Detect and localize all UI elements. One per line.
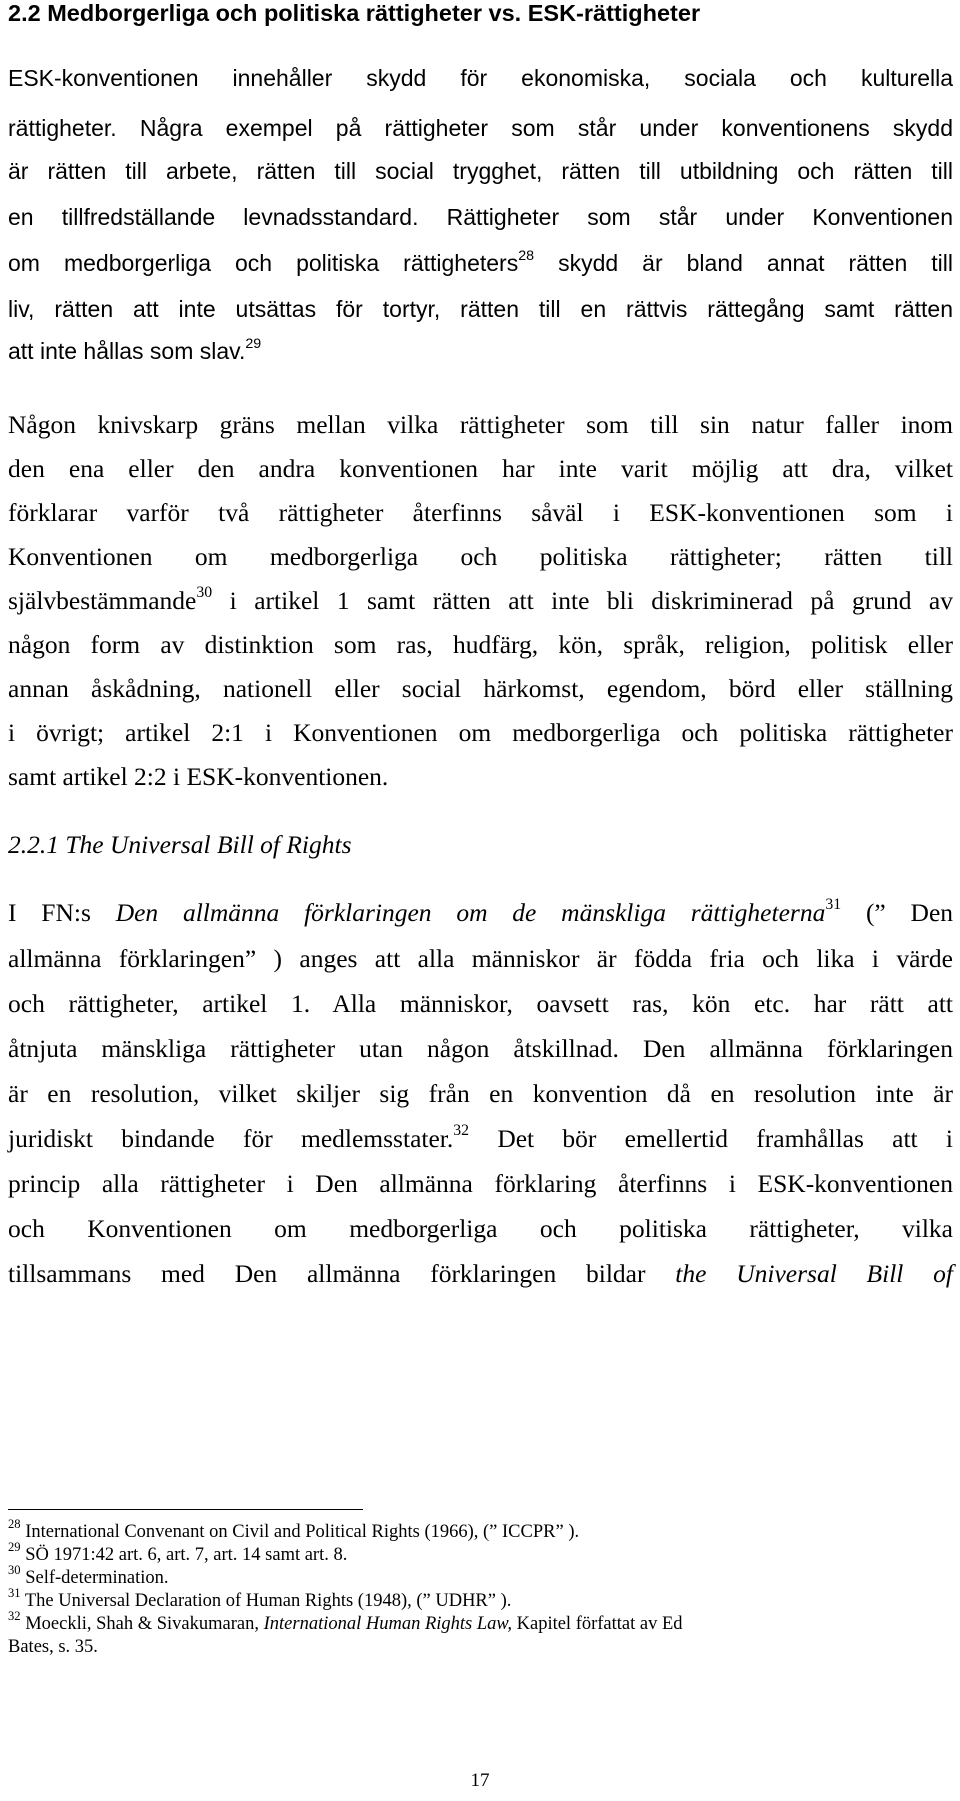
para1-line: liv, rätten att inte utsättas för tortyr, rätten till en rättvis rättegång samt rätten xyxy=(8,296,953,322)
subsection-heading: 2.2.1 The Universal Bill of Rights xyxy=(8,830,352,859)
para3-line: åtnjuta mänskliga rättigheter utan någon åtskillnad. Den allmänna förklaringen xyxy=(8,1034,953,1063)
footnote-32-continued: Bates, s. 35. xyxy=(8,1637,98,1657)
para1-line: om medborgerliga och politiska rättigheters$^{28}$ skydd är bland annat rätten till xyxy=(8,248,953,276)
footnote-ref-30: 30 xyxy=(196,584,213,602)
para2-line: Konventionen om medborgerliga och politiska rättigheter; rätten till xyxy=(8,542,953,571)
para1-line: ESK-konventionen innehåller skydd för ekonomiska, sociala och kulturella xyxy=(8,65,953,91)
footnote-ref-29: 29 xyxy=(245,336,262,353)
para2-line: självbestämmande$^{30}$ i artikel 1 samt rätten att inte bli diskriminerad på grund av xyxy=(8,584,953,615)
footnote-29: $^{29}$ SÖ 1971:42 art. 6, art. 7, art. 14 samt art. 8. xyxy=(8,1539,348,1565)
para1-line: att inte hållas som slav.$^{29}$ xyxy=(8,336,262,364)
footnote-separator xyxy=(8,1509,363,1510)
footnote-ref-28: 28 xyxy=(518,248,535,265)
para3-line: juridiskt bindande för medlemsstater.$^{32}$ Det bör emellertid framhållas att i xyxy=(8,1122,953,1153)
para3-line: I FN:s Den allmänna förklaringen om de mänskliga rättigheterna$^{31}$ (” Den xyxy=(8,896,954,927)
para3-line: och Konventionen om medborgerliga och politiska rättigheter, vilka xyxy=(8,1214,953,1243)
section-heading: 2.2 Medborgerliga och politiska rättigheter vs. ESK-rättigheter xyxy=(8,0,701,26)
para3-line: tillsammans med Den allmänna förklaringen bildar the Universal Bill of xyxy=(8,1259,954,1288)
para3-line: är en resolution, vilket skiljer sig från en konvention då en resolution inte är xyxy=(8,1079,953,1108)
para2-line: den ena eller den andra konventionen har inte varit möjlig att dra, vilket xyxy=(8,454,953,483)
para2-line: annan åskådning, nationell eller social härkomst, egendom, börd eller ställning xyxy=(8,674,953,703)
footnote-28: $^{28}$ International Convenant on Civil and Political Rights (1966), (” ICCPR” ). xyxy=(8,1516,580,1542)
para3-line: princip alla rättigheter i Den allmänna förklaring återfinns i ESK-konventionen xyxy=(8,1169,953,1198)
para2-line: någon form av distinktion som ras, hudfärg, kön, språk, religion, politisk eller xyxy=(8,630,953,659)
para2-line: Någon knivskarp gräns mellan vilka rättigheter som till sin natur faller inom xyxy=(8,410,953,439)
para3-line: allmänna förklaringen” ) anges att alla människor är födda fria och lika i värde xyxy=(8,944,953,973)
footnote-30: $^{30}$ Self-determination. xyxy=(8,1562,169,1588)
page-number: 17 xyxy=(470,1770,490,1791)
para2-line: i övrigt; artikel 2:1 i Konventionen om medborgerliga och politiska rättigheter xyxy=(8,718,953,747)
footnote-31: $^{31}$ The Universal Declaration of Human Rights (1948), (” UDHR” ). xyxy=(8,1585,512,1611)
para2-line: samt artikel 2:2 i ESK-konventionen. xyxy=(8,762,389,791)
para2-line: förklarar varför två rättigheter återfinns såväl i ESK-konventionen som i xyxy=(8,498,953,527)
para1-line: är rätten till arbete, rätten till social trygghet, rätten till utbildning och rätten till xyxy=(8,158,953,184)
para3-line: och rättigheter, artikel 1. Alla människor, oavsett ras, kön etc. har rätt att xyxy=(8,989,953,1018)
footnote-ref-31: 31 xyxy=(825,896,842,914)
para1-line: en tillfredställande levnadsstandard. Rättigheter som står under Konventionen xyxy=(8,204,953,230)
para1-line: rättigheter. Några exempel på rättigheter som står under konventionens skydd xyxy=(8,115,953,141)
footnote-ref-32: 32 xyxy=(453,1122,470,1140)
footnote-32: $^{32}$ Moeckli, Shah & Sivakumaran, International Human Rights Law, Kapitel författat av Ed xyxy=(8,1608,683,1634)
